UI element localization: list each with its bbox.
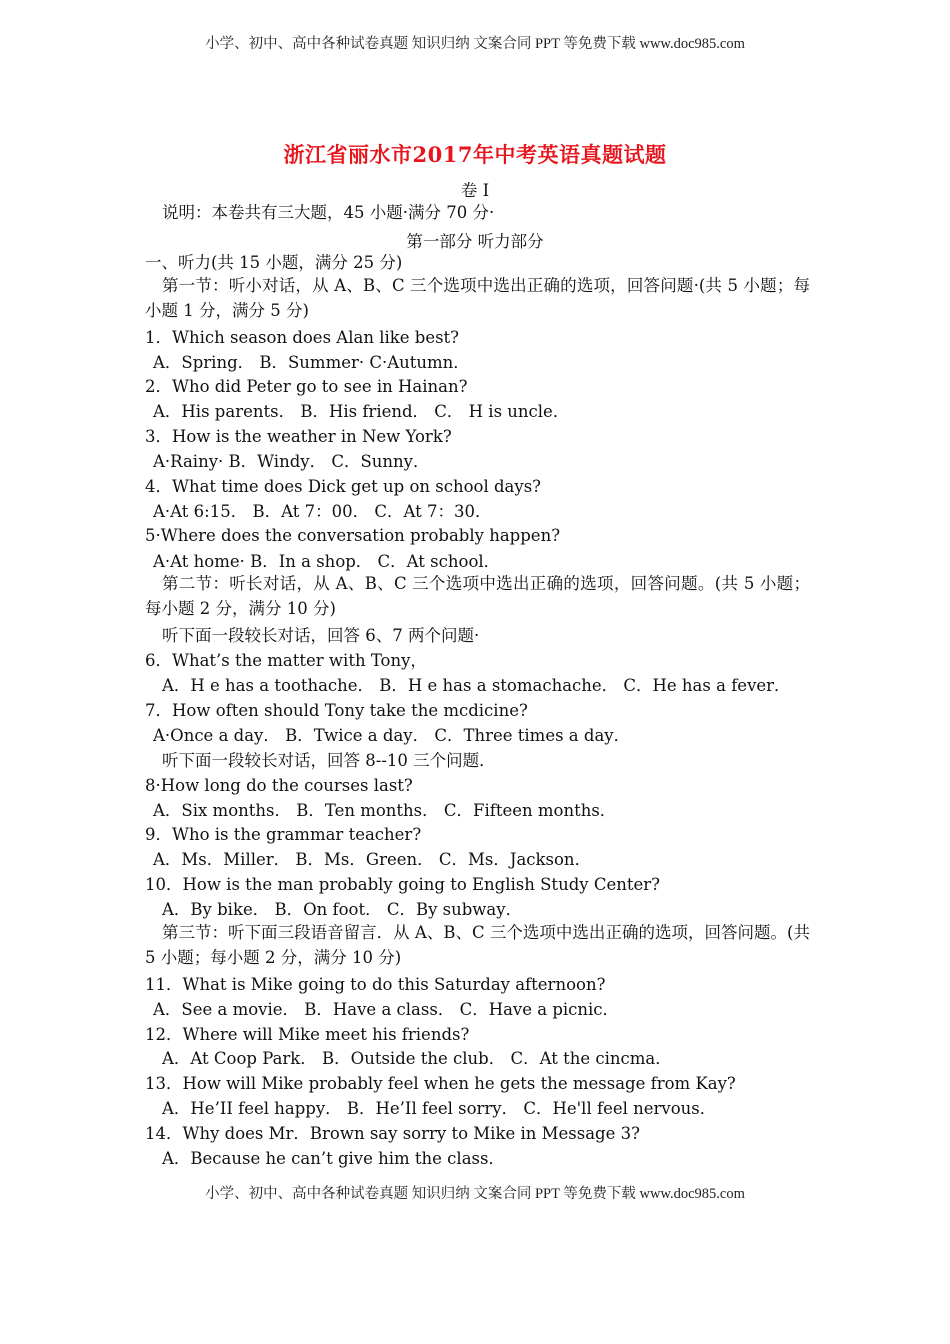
question-13-options: A．He’II feel happy． B．He’Il feel sorry． C．He'll feel nervous． (162, 1099, 717, 1118)
question-4-options: A·At 6:15． B．At 7：00． C．At 7：30． (153, 502, 492, 521)
question-3: 3．How is the weather in New York? (145, 427, 452, 446)
question-8: 8·How long do the courses last? (145, 776, 413, 795)
question-1: 1．Which season does Alan like best? (145, 328, 460, 347)
subsection-2-note-b: 听下面一段较长对话，回答 8--10 三个问题． (162, 751, 496, 770)
question-2: 2．Who did Peter go to see in Hainan? (145, 377, 468, 396)
question-12: 12．Where will Mike meet his friends? (145, 1025, 470, 1044)
question-6: 6．What’s the matter with Tony， (145, 651, 427, 670)
subsection-1-instruction: 第一节：听小对话，从 A、B、C 三个选项中选出正确的选项，回答问题·(共 5 小题；每小题 1 分，满分 5 分) (145, 276, 810, 320)
question-1-options: A．Spring． B．Summer· C·Autumn． (153, 353, 470, 372)
part-heading: 第一部分 听力部分 (406, 232, 544, 251)
question-10: 10．How is the man probably going to English Study Center? (145, 875, 660, 894)
question-10-options: A．By bike． B．On foot． C．By subway． (162, 900, 523, 919)
subsection-2-note-a: 听下面一段较长对话，回答 6、7 两个问题· (162, 626, 480, 645)
subsection-3-instruction: 第三节：听下面三段语音留言．从 A、B、C 三个选项中选出正确的选项，回答问题。(共 5 小题；每小题 2 分，满分 10 分) (145, 923, 810, 967)
question-9: 9．Who is the grammar teacher? (145, 825, 422, 844)
question-14-option-a: A．Because he can’t give him the class． (162, 1149, 505, 1168)
question-2-options: A．His parents． B．His friend． C． H is uncle． (153, 402, 570, 421)
question-5-options: A·At home· B．In a shop． C．At school． (153, 552, 501, 571)
question-14: 14．Why does Mr．Brown say sorry to Mike in Message 3? (145, 1124, 640, 1143)
question-4: 4．What time does Dick get up on school days? (145, 477, 542, 496)
exam-note: 说明：本卷共有三大题，45 小题·满分 70 分· (162, 203, 495, 222)
question-11-options: A．See a movie． B．Have a class． C．Have a picnic． (153, 1000, 620, 1019)
page-footer: 小学、初中、高中各种试卷真题 知识归纳 文案合同 PPT 等免费下载 www.doc985.com (205, 1186, 745, 1202)
question-8-options: A．Six months． B．Ten months． C．Fifteen months． (153, 801, 617, 820)
question-11: 11．What is Mike going to do this Saturday afternoon? (145, 975, 606, 994)
subsection-2-instruction: 第二节：听长对话，从 A、B、C 三个选项中选出正确的选项，回答问题。(共 5 小题；每小题 2 分，满分 10 分) (145, 574, 810, 618)
section-heading: 一、听力(共 15 小题，满分 25 分) (145, 253, 403, 272)
question-6-options: A．H e has a toothache． B．H e has a stomachache． C．He has a fever． (162, 676, 791, 695)
page-header: 小学、初中、高中各种试卷真题 知识归纳 文案合同 PPT 等免费下载 www.doc985.com (205, 36, 745, 52)
question-7-options: A·Once a day． B．Twice a day． C．Three times a day． (153, 726, 631, 745)
exam-title: 浙江省丽水市2017年中考英语真题试题 (283, 142, 667, 167)
question-12-options: A．At Coop Park． B．Outside the club． C．At the cincma． (162, 1049, 672, 1068)
question-7: 7．How often should Tony take the mcdicine? (145, 701, 528, 720)
question-3-options: A·Rainy· B．Windy． C．Sunny． (153, 452, 430, 471)
question-13: 13．How will Mike probably feel when he gets the message from Kay? (145, 1074, 736, 1093)
question-9-options: A．Ms．Miller． B．Ms．Green． C．Ms．Jackson． (153, 850, 592, 869)
volume-label: 卷 I (460, 181, 490, 200)
question-5: 5·Where does the conversation probably happen? (145, 526, 561, 545)
